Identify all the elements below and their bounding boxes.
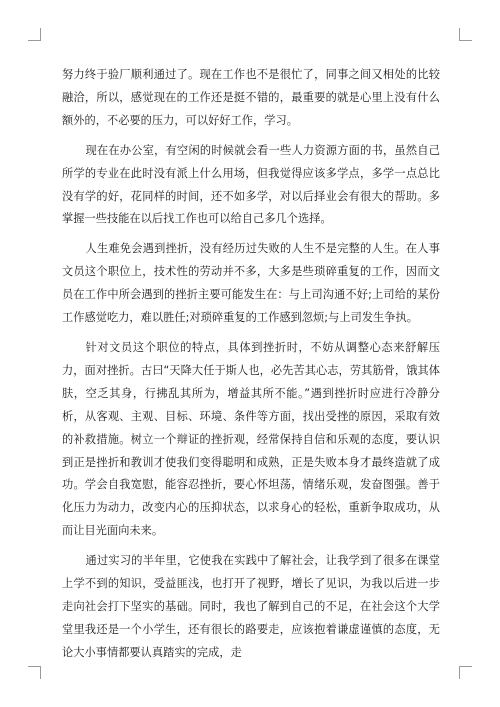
- margin-mark-bottom-right: [459, 666, 472, 679]
- margin-mark-bottom-left: [28, 666, 41, 679]
- paragraph-2: 现在在办公室，有空闲的时候就会看一些人力资源方面的书，虽然自己所学的专业在此时没有派上什么用场，但我觉得应该多学点，多学一点总比没有学的好，花同样的时间，还不如多学，对以后择业会有很大的帮助。多掌握一些技能在以后找工作也可以给自己多几个选择。: [62, 143, 440, 226]
- paragraph-1: 努力终于验厂顺利通过了。现在工作也不是很忙了，同事之间又相处的比较融洽，所以，感觉现在的工作还是挺不错的，最重要的就是心里上没有什么额外的，不必要的压力，可以好好工作，学习。: [62, 68, 440, 127]
- document-body: [62, 64, 440, 672]
- paragraph-5: 通过实习的半年里，它使我在实践中了解社会，让我学到了很多在课堂上学不到的知识，受益匪浅，也打开了视野，增长了见识，为我以后进一步走向社会打下坚实的基础。同时，我也了解到自己的不足，在社会这个大学堂里我还是一个小学生，还有很长的路要走，应该抱着谦虚谨慎的态度，无论大小事情都要认真踏实的完成，走: [62, 554, 440, 659]
- paragraph-3: 人生难免会遇到挫折，没有经历过失败的人生不是完整的人生。在人事文员这个职位上，技术性的劳动并不多，大多是些琐碎重复的工作，因而文员在工作中所会遇到的挫折主要可能发生在：与上司沟通不好;上司给的某份工作感觉吃力，难以胜任;对琐碎重复的工作感到忽烦;与上司发生争执。: [62, 242, 440, 325]
- margin-mark-top-right: [459, 28, 472, 41]
- paragraph-4: 针对文员这个职位的特点，具体到挫折时，不妨从调整心态来舒解压力，面对挫折。古曰“天降大任于斯人也，必先苦其心志，劳其筋骨，饿其体肤，空乏其身，行拂乱其所为，增益其所不能。”遇到挫折时应进行冷静分析，从客观、主观、目标、环境、条件等方面，找出受挫的原因，采取有效的补救措施。树立一个辩证的挫折观，经常保持自信和乐观的态度，要认识到正是挫折和教训才使我们变得聪明和成熟，正是失败本身才最终造就了成功。学会自我宽慰，能容忍挫折，要心怀坦荡，情绪乐观，发奋图强。善于化压力为动力，改变内心的压抑状态，以求身心的轻松，重新争取成功，从而让目光面向未来。: [62, 340, 440, 538]
- margin-mark-top-left: [28, 28, 41, 41]
